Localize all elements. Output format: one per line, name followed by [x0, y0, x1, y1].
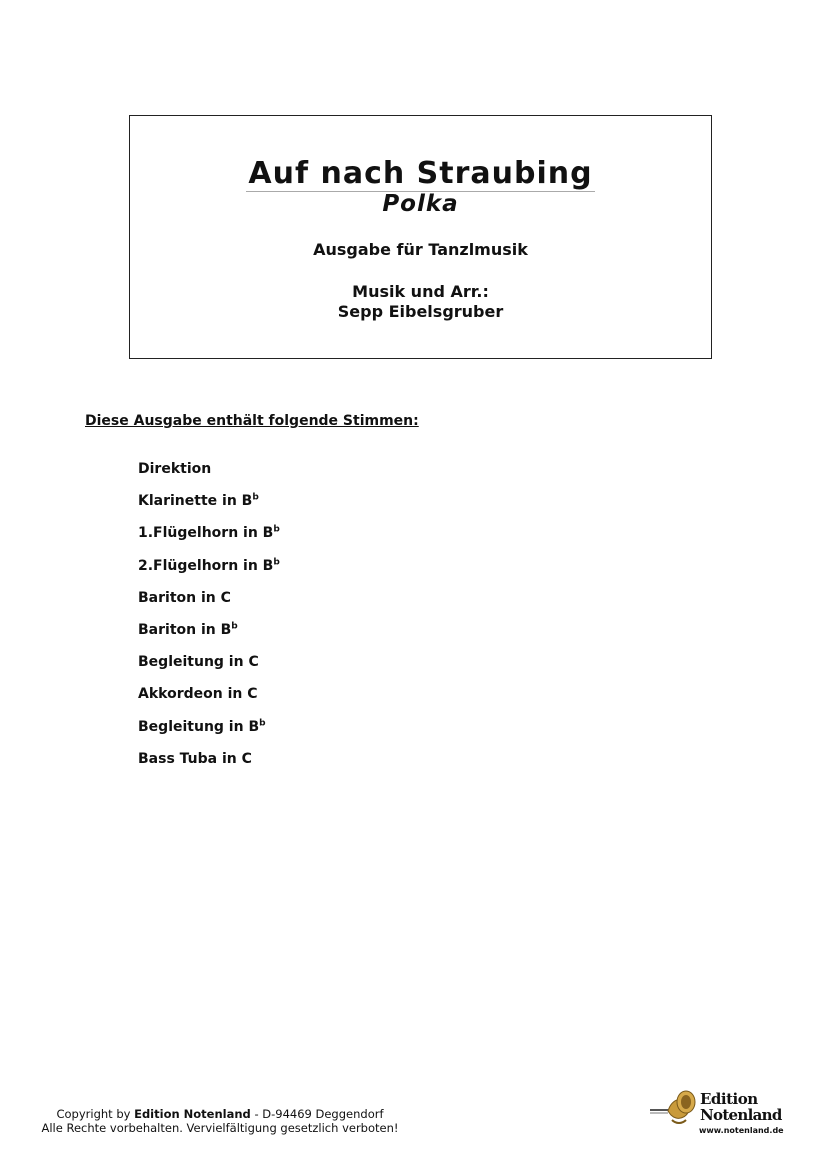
- part-flat: b: [252, 492, 259, 503]
- edition-label: Ausgabe für Tanzlmusik: [313, 240, 528, 259]
- part-label: Bariton in B: [138, 621, 232, 638]
- part-label: Direktion: [138, 461, 212, 477]
- part-label: Akkordeon in C: [138, 686, 258, 703]
- copyright-prefix: Copyright by: [56, 1107, 135, 1121]
- part-flat: b: [273, 524, 280, 535]
- list-item: [138, 684, 280, 716]
- part-flat: b: [259, 717, 266, 728]
- publisher-name: Edition Notenland: [134, 1107, 251, 1121]
- part-flat: b: [273, 556, 280, 567]
- list-item: [138, 523, 280, 555]
- part-label: Bass Tuba in C: [138, 750, 252, 767]
- page-title: [130, 156, 711, 191]
- publisher-logo: [648, 1088, 783, 1138]
- title-box: [129, 115, 712, 359]
- composer-label: Musik und Arr.:: [352, 282, 489, 301]
- part-label: Begleitung in B: [138, 718, 260, 735]
- composer-name: Sepp Eibelsgruber: [337, 302, 504, 321]
- logo-url: www.notenland.de: [699, 1126, 784, 1135]
- copyright-notice: [40, 1107, 400, 1135]
- parts-heading: Diese Ausgabe enthält folgende Stimmen:: [85, 413, 419, 429]
- copyright-suffix: - D-94469 Deggendorf: [250, 1107, 384, 1121]
- list-item: [138, 749, 280, 781]
- copyright-line: [40, 1107, 400, 1121]
- list-item: [138, 556, 280, 588]
- part-label: 2.Flügelhorn in B: [138, 557, 274, 574]
- list-item: [138, 620, 280, 652]
- part-label: 1.Flügelhorn in B: [138, 525, 274, 542]
- part-flat: b: [231, 621, 238, 632]
- part-label: Bariton in C: [138, 589, 231, 606]
- logo-word-notenland: Notenland: [700, 1106, 782, 1124]
- horn-icon: [648, 1090, 698, 1128]
- list-item: [138, 459, 280, 491]
- rights-line: Alle Rechte vorbehalten. Vervielfältigung gesetzlich verboten!: [41, 1121, 399, 1135]
- list-item: [138, 717, 280, 749]
- list-item: [138, 491, 280, 523]
- list-item: [138, 588, 280, 620]
- parts-list: [138, 459, 280, 781]
- list-item: [138, 652, 280, 684]
- part-label: Begleitung in C: [138, 654, 259, 671]
- subtitle: Polka: [382, 191, 459, 217]
- logo-word-edition: Edition: [700, 1090, 758, 1108]
- title-text: Auf nach Straubing: [248, 156, 593, 191]
- part-label: Klarinette in B: [138, 493, 253, 510]
